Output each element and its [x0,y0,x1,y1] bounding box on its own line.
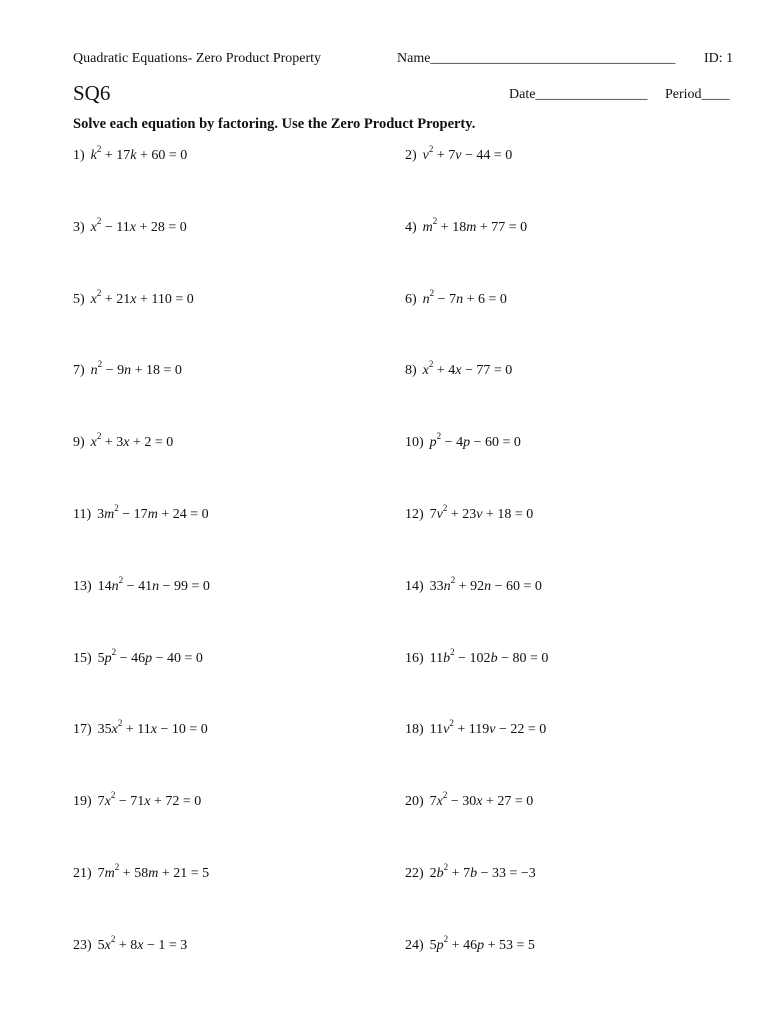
problem-number: 22) [405,866,424,881]
problem-number: 20) [405,794,424,809]
problem-equation: $2b^2 + 7b - 33 = -3$ [429,862,536,881]
problem-equation: $5x^2 + 8x - 1 = 3$ [97,934,188,953]
problem-13 [73,575,210,596]
problem-17 [73,718,208,739]
problem-number: 6) [405,292,417,307]
problem-11 [73,503,209,524]
problem-2 [405,144,513,165]
date-field: Date________________ [509,87,648,102]
problem-number: 8) [405,363,417,378]
problem-20 [405,790,534,811]
problem-number: 1) [73,148,85,163]
problem-number: 4) [405,220,417,235]
problem-number: 19) [73,794,92,809]
problem-number: 3) [73,220,85,235]
problem-14 [405,575,542,596]
problem-7 [73,359,182,380]
problem-6 [405,288,507,309]
problem-number: 12) [405,507,424,522]
problem-3 [73,216,187,237]
problem-equation: $11v^2 + 119v - 22 = 0$ [429,718,547,737]
problem-equation: $x^2 + 4x - 77 = 0$ [422,359,513,378]
problem-equation: $7v^2 + 23v + 18 = 0$ [429,503,534,522]
problem-equation: $11b^2 - 102b - 80 = 0$ [429,647,549,666]
problem-equation: $7x^2 - 71x + 72 = 0$ [97,790,202,809]
worksheet-code: SQ6 [73,81,111,105]
problem-22 [405,862,536,883]
problem-number: 11) [73,507,92,522]
problem-equation: $7m^2 + 58m + 21 = 5$ [97,862,210,881]
problem-equation: $5p^2 + 46p + 53 = 5$ [429,934,535,953]
problem-equation: $x^2 + 21x + 110 = 0$ [90,288,194,307]
problem-10 [405,431,521,452]
problem-equation: $3m^2 - 17m + 24 = 0$ [97,503,209,522]
problem-number: 10) [405,435,424,450]
problem-number: 15) [73,651,92,666]
problem-9 [73,431,174,452]
problem-equation: $x^2 - 11x + 28 = 0$ [90,216,187,235]
problem-equation: $v^2 + 7v - 44 = 0$ [422,144,513,163]
problem-equation: $7x^2 - 30x + 27 = 0$ [429,790,534,809]
problem-19 [73,790,202,811]
problem-15 [73,647,203,668]
problem-12 [405,503,534,524]
problem-21 [73,862,210,883]
problem-number: 5) [73,292,85,307]
problem-equation: $n^2 - 7n + 6 = 0$ [422,288,507,307]
problem-equation: $14n^2 - 41n - 99 = 0$ [97,575,210,594]
problem-equation: $5p^2 - 46p - 40 = 0$ [97,647,203,666]
problem-number: 23) [73,938,92,953]
problem-23 [73,934,188,955]
problem-16 [405,647,549,668]
problem-number: 16) [405,651,424,666]
problem-number: 24) [405,938,424,953]
worksheet-id: ID: 1 [704,51,734,66]
worksheet-topic: Quadratic Equations- Zero Product Property [73,51,322,66]
problem-number: 21) [73,866,92,881]
problem-equation: $k^2 + 17k + 60 = 0$ [90,144,188,163]
problem-equation: $m^2 + 18m + 77 = 0$ [422,216,528,235]
problem-18 [405,718,547,739]
problem-equation: $35x^2 + 11x - 10 = 0$ [97,718,208,737]
problem-number: 17) [73,722,92,737]
problem-5 [73,288,194,309]
name-field: Name___________________________________ [397,51,676,66]
problem-24 [405,934,535,955]
problem-equation: $x^2 + 3x + 2 = 0$ [90,431,174,450]
problem-number: 7) [73,363,85,378]
problem-number: 9) [73,435,85,450]
problem-equation: $n^2 - 9n + 18 = 0$ [90,359,182,378]
period-field: Period____ [665,87,730,102]
problem-number: 2) [405,148,417,163]
instructions: Solve each equation by factoring. Use the Zero Product Property. [73,116,476,132]
problem-number: 14) [405,579,424,594]
problem-4 [405,216,528,237]
problem-number: 18) [405,722,424,737]
problem-number: 13) [73,579,92,594]
problem-8 [405,359,513,380]
problem-1 [73,144,188,165]
problem-equation: $p^2 - 4p - 60 = 0$ [429,431,521,450]
problem-equation: $33n^2 + 92n - 60 = 0$ [429,575,542,594]
